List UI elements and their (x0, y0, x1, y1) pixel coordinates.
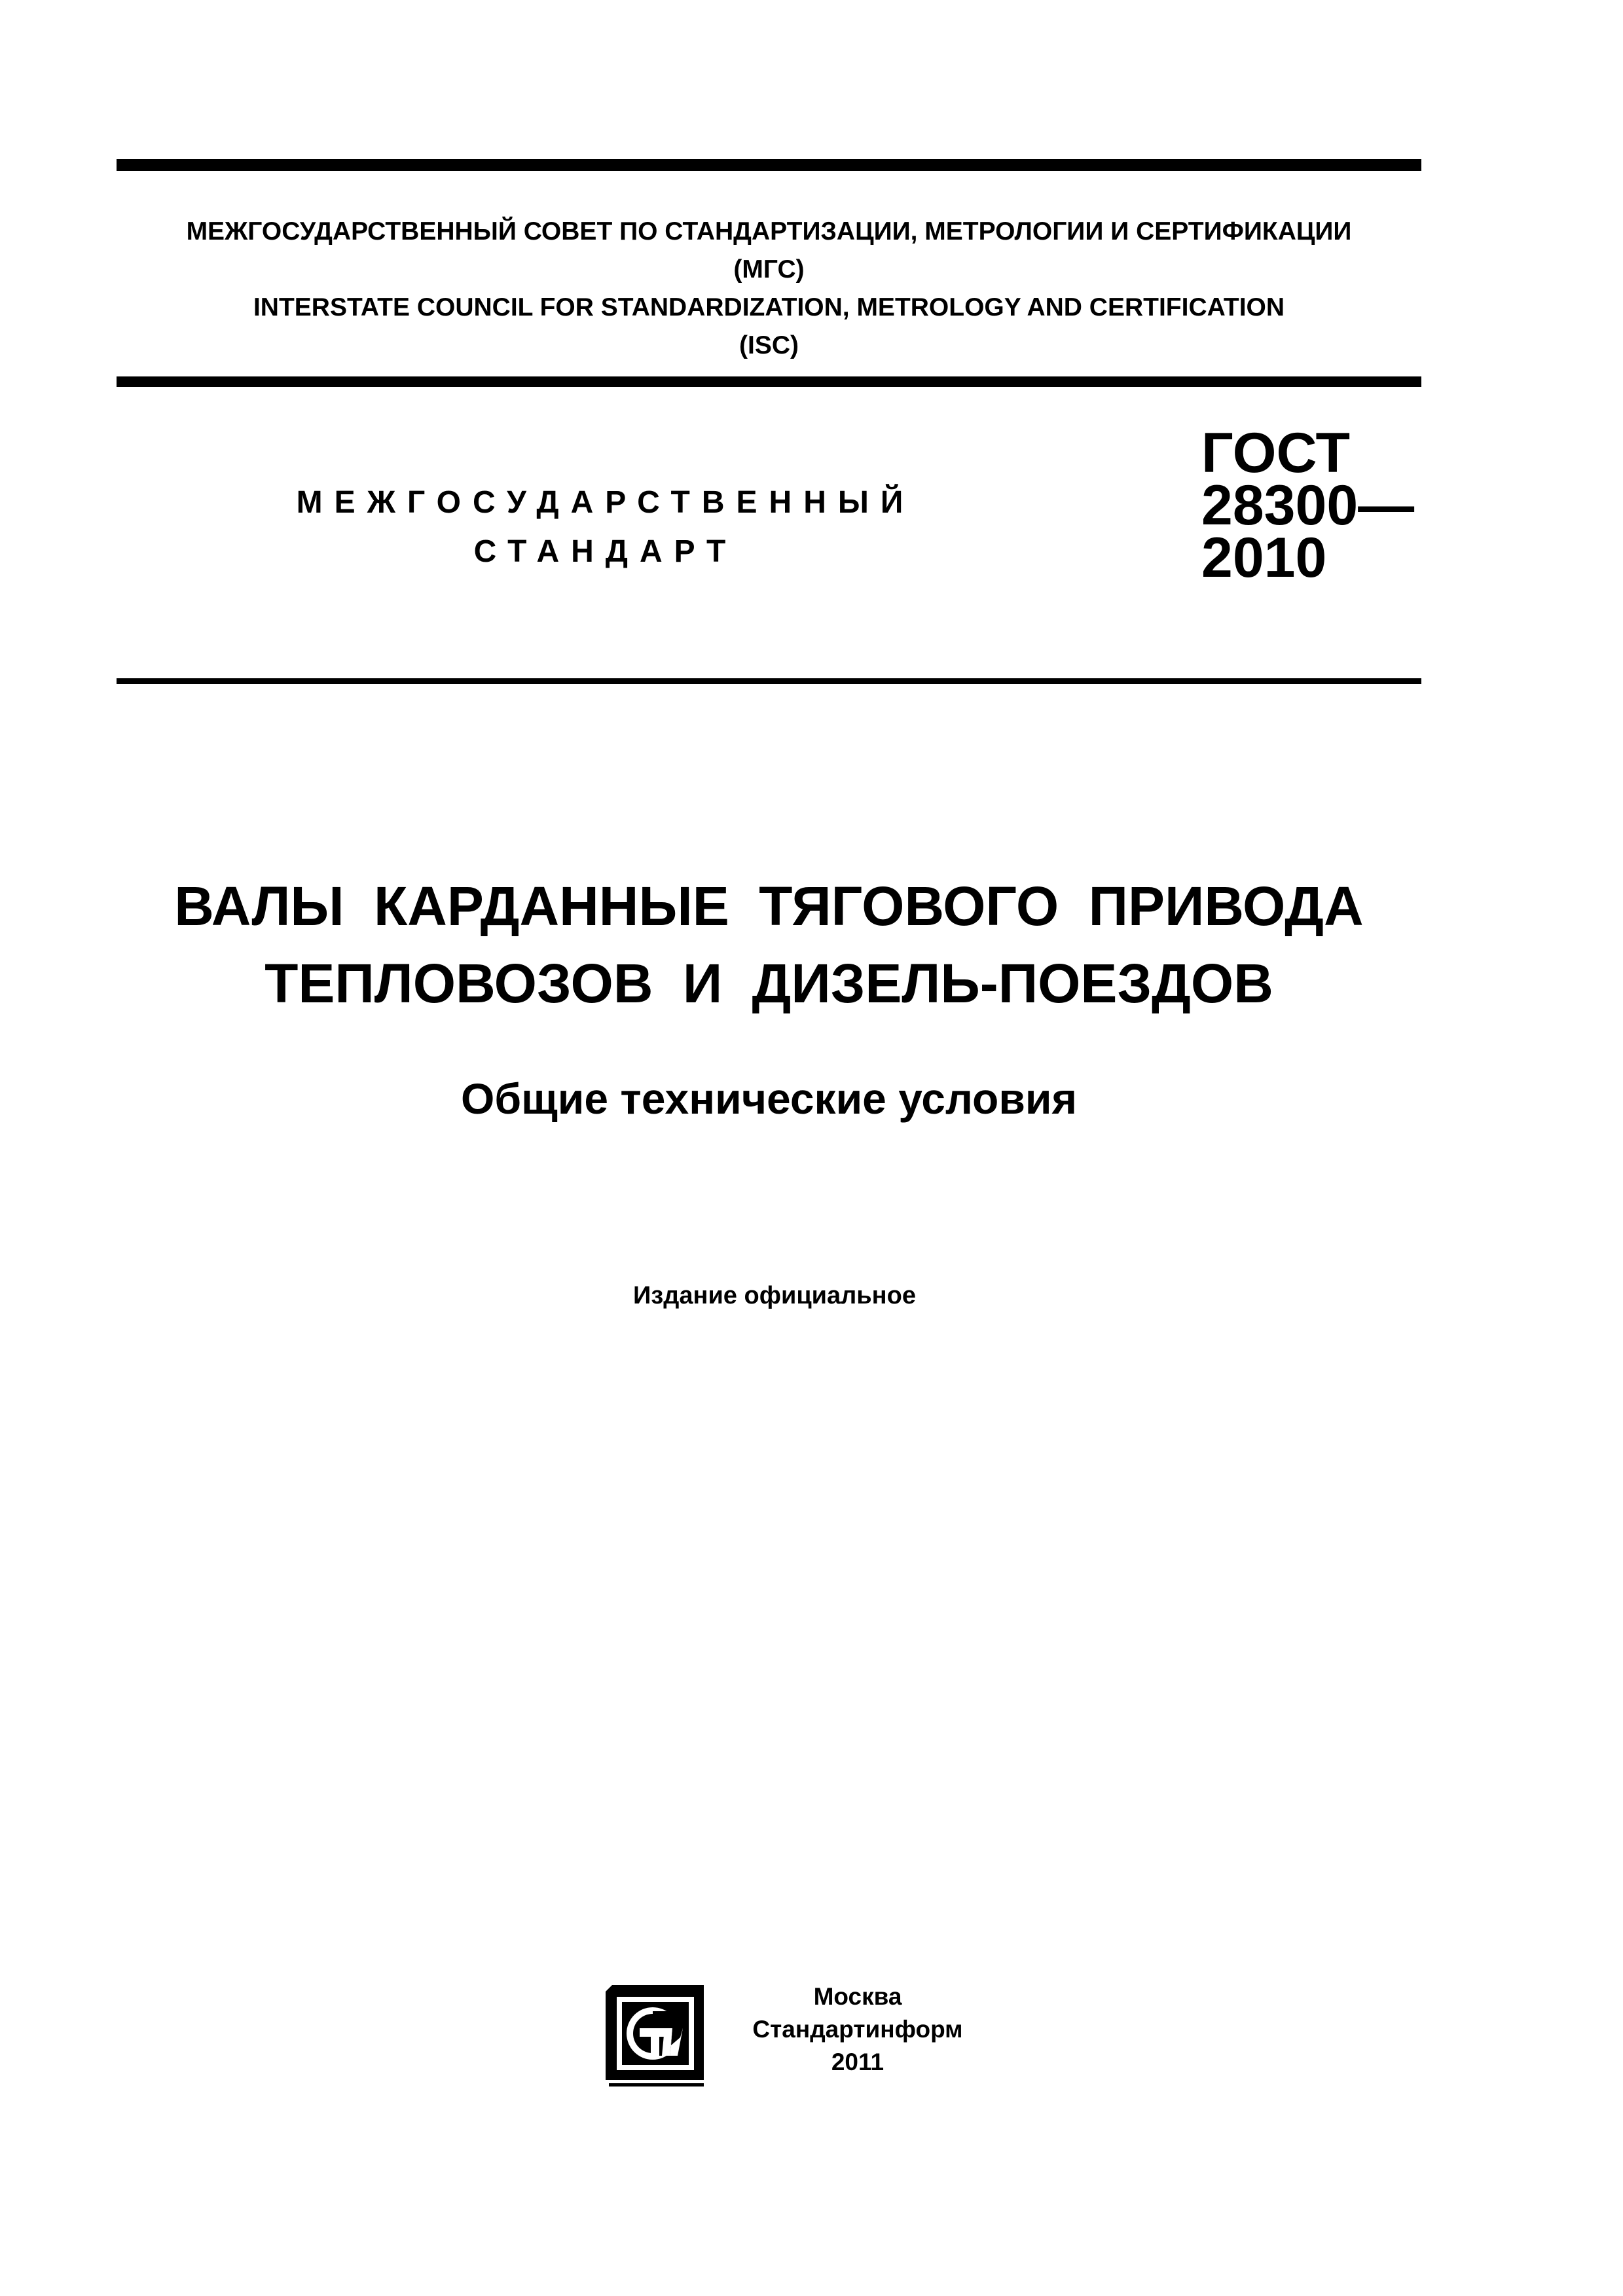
document-subtitle: Общие технические условия (460, 1074, 1077, 1123)
title-line2: ТЕПЛОВОЗОВ И ДИЗЕЛЬ-ПОЕЗДОВ (264, 953, 1273, 1014)
standard-kind (236, 478, 976, 576)
document-title (117, 867, 1421, 1022)
publisher-city: Москва (813, 1983, 902, 2010)
gost-designation (1201, 422, 1415, 589)
title-line1: ВАЛЫ КАРДАННЫЕ ТЯГОВОГО ПРИВОДА (174, 875, 1364, 937)
middle-rule (117, 376, 1421, 387)
gost-label: ГОСТ (1201, 422, 1351, 484)
publisher-year: 2011 (831, 2049, 884, 2075)
council-abbr-en: (ISC) (739, 331, 799, 359)
standard-kind-line2: СТАНДАРТ (473, 534, 738, 569)
council-header (117, 213, 1421, 365)
standard-kind-line1: МЕЖГОСУДАРСТВЕННЫЙ (296, 485, 915, 520)
gost-number: 28300— (1201, 474, 1415, 537)
edition-note: Издание официальное (633, 1282, 916, 1309)
top-rule (117, 159, 1421, 171)
publisher-block (720, 1980, 995, 2079)
gost-year: 2010 (1201, 526, 1327, 589)
standartinform-logo-icon (606, 1985, 704, 2086)
bottom-rule (117, 678, 1421, 684)
publisher-name: Стандартинформ (752, 2016, 963, 2043)
council-name-en: INTERSTATE COUNCIL FOR STANDARDIZATION, METROLOGY AND CERTIFICATION (253, 293, 1285, 321)
council-abbr-ru: (МГС) (733, 255, 805, 283)
council-name-ru: МЕЖГОСУДАРСТВЕННЫЙ СОВЕТ ПО СТАНДАРТИЗАЦИИ, МЕТРОЛОГИИ И СЕРТИФИКАЦИИ (186, 217, 1352, 246)
